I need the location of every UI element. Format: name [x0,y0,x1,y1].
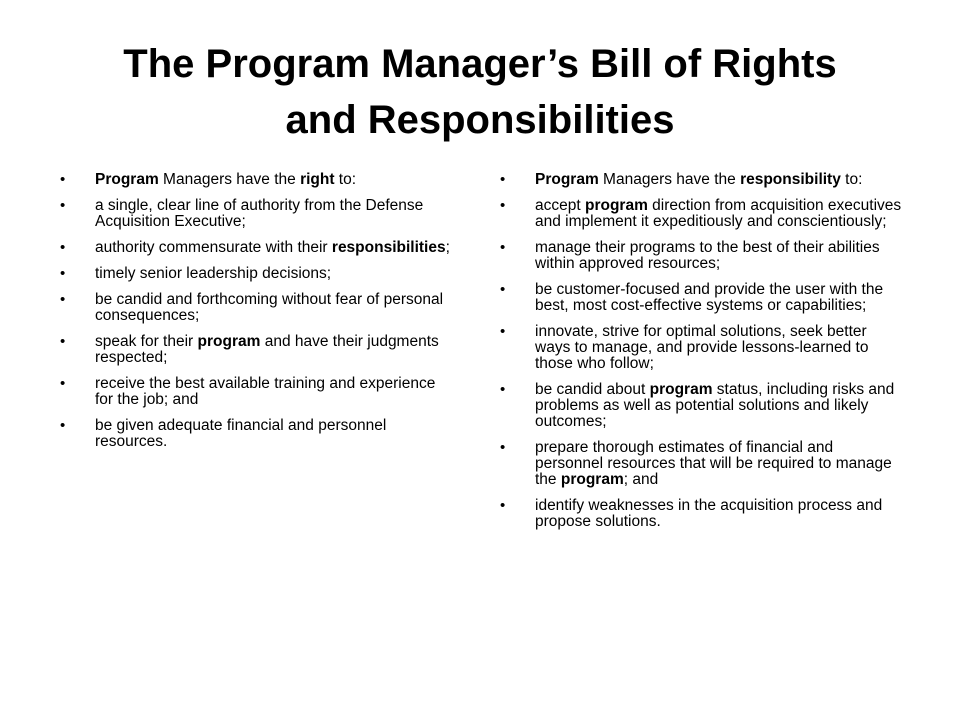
item-text: and have their judgments respected; [95,333,439,366]
responsibilities-list-item [498,282,903,314]
bullet-icon: • [500,171,506,188]
responsibilities-list-item [498,240,903,272]
responsibilities-list-item [498,198,903,230]
title-line-2: and Responsibilities [285,98,675,142]
item-text: ; and [623,471,659,488]
item-text: ; [445,239,450,256]
rights-list-item [58,376,450,408]
bullet-icon: • [60,239,66,256]
bold-text: Program [535,171,599,188]
rights-list-item [58,240,450,256]
item-text: identify weaknesses in the acquisition process and propose solutions. [535,497,883,530]
bold-text: program [584,197,648,214]
bold-text: responsibilities [331,239,446,256]
bullet-icon: • [500,497,506,514]
responsibilities-list-item [498,440,903,488]
responsibilities-list [498,172,903,540]
bullet-icon: • [500,323,506,340]
bullet-icon: • [500,439,506,456]
bullet-icon: • [60,417,66,434]
rights-list-item [58,292,450,324]
item-text: manage their programs to the best of their abilities within approved resources; [535,239,880,272]
item-text: be candid about [535,381,650,398]
bullet-icon: • [500,239,506,256]
item-text: be candid and forthcoming without fear of personal consequences; [95,291,444,324]
item-text: accept [535,197,585,214]
title-line-1: The Program Manager’s Bill of Rights [123,42,837,86]
bold-text: program [649,381,713,398]
bold-text: right [300,171,335,188]
bullet-icon: • [60,171,66,188]
bold-text: program [197,333,261,350]
bullet-icon: • [60,197,66,214]
item-text: timely senior leadership decisions; [95,265,332,282]
rights-list-item [58,266,450,282]
item-text: innovate, strive for optimal solutions, seek better ways to manage, and provide lessons-learned to those who follow; [535,323,869,372]
rights-list-item [58,172,450,188]
responsibilities-list-item [498,324,903,372]
bullet-icon: • [500,281,506,298]
bullet-icon: • [60,333,66,350]
rights-list-item [58,198,450,230]
bullet-icon: • [500,381,506,398]
slide-title [40,36,920,148]
bullet-icon: • [500,197,506,214]
bold-text: responsibility [740,171,841,188]
bold-text: program [560,471,624,488]
item-text: to: [334,171,357,188]
item-text: receive the best available training and experience for the job; and [95,375,436,408]
responsibilities-list-item [498,172,903,188]
item-text: speak for their [95,333,198,350]
item-text: Managers have the [158,171,301,188]
item-text: Managers have the [598,171,741,188]
item-text: to: [840,171,863,188]
rights-list [58,172,450,460]
bullet-icon: • [60,265,66,282]
responsibilities-list-item [498,382,903,430]
item-text: be given adequate financial and personnel resources. [95,417,387,450]
item-text: status, including risks and problems as well as potential solutions and likely outcomes; [535,381,895,430]
item-text: be customer-focused and provide the user with the best, most cost-effective systems or capabilities; [535,281,884,314]
bullet-icon: • [60,375,66,392]
item-text: authority commensurate with their [95,239,332,256]
rights-list-item [58,334,450,366]
responsibilities-list-item [498,498,903,530]
bold-text: Program [95,171,159,188]
rights-list-item [58,418,450,450]
item-text: a single, clear line of authority from the Defense Acquisition Executive; [95,197,424,230]
item-text: direction from acquisition executives and implement it expeditiously and conscientiously; [535,197,902,230]
bullet-icon: • [60,291,66,308]
item-text: prepare thorough estimates of financial and personnel resources that will be required to manage the [535,439,892,488]
